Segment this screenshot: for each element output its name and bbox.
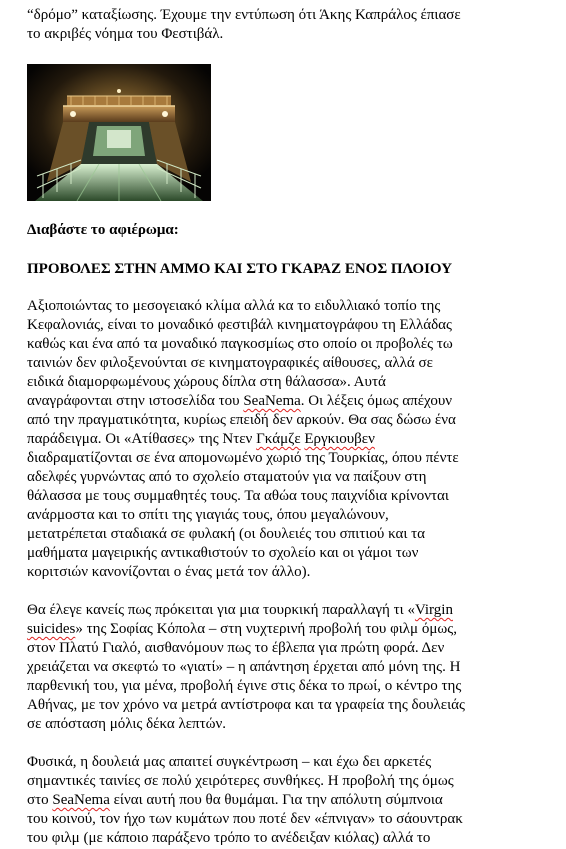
intro-paragraph (27, 6, 557, 44)
ferry-garage-photo (27, 64, 211, 201)
text-line: Αξιοποιώντας το μεσογειακό κλίμα αλλά κα το ειδυλλιακό τοπίο της (27, 298, 441, 314)
text-segment: είναι αυτή που θα θυμάμαι. Για την απόλυτη σύμπνοια (109, 792, 443, 808)
document-page (27, 0, 557, 848)
text-line (27, 601, 557, 620)
text-line: σημαντικές ταινίες σε πολύ χειρότερες συνθήκες. Η προβολή της όμως (27, 773, 454, 789)
text-line: Αθήνας, με τον χρόνο να μετρά αντίστροφα και τα γραφεία της δουλειάς (27, 697, 465, 713)
text-line: μετατρέπεται σταδιακά σε φυλακή (οι δουλειές του σπιτιού και τα (27, 526, 426, 542)
text-line: του φιλμ (με κάποιο παράξενο τρόπο το ανέδειξαν κιόλας) αλλά το (27, 830, 431, 846)
text-segment: Θα έλεγε κανείς πως πρόκειται για μια τουρκική παραλλαγή τι « (27, 602, 415, 618)
spellcheck-word: SeaNema (52, 792, 110, 808)
text-line: θάλασσα με τους συμμαθητές τους. Τα αθώα τους παιχνίδια κρίνονται (27, 488, 449, 504)
spellcheck-word: Virgin (414, 602, 453, 618)
text-line: του κοινού, τον ήχο των κυμάτων που ποτέ δεν «έπνιγαν» το σάουντρακ (27, 811, 463, 827)
body-paragraph-2 (27, 601, 557, 734)
text-line: Κεφαλονιάς, είναι το μοναδικό φεστιβάλ κινηματογράφου τη Ελλάδας (27, 317, 452, 333)
text-segment: . Οι λέξεις όμως απέχουν (300, 393, 453, 409)
text-line (27, 430, 557, 449)
text-line: Φυσικά, η δουλειά μας απαιτεί συγκέντρωση – και έχω δει αρκετές (27, 754, 432, 770)
text-line: στον Πλατύ Γιαλό, αισθανόμουν πως το έβλεπα για πρώτη φορά. Δεν (27, 640, 445, 656)
spellcheck-word: Γκάμζε (256, 431, 301, 447)
text-line: ταινιών δεν φιλοξενούνται σε κινηματογραφικές αίθουσες, αλλά σε (27, 355, 433, 371)
text-line (27, 791, 557, 810)
text-line (27, 620, 557, 639)
text-line: από την πραγματικότητα, κυρίως επειδή δεν αρκούν. Θα σας δώσω ένα (27, 412, 456, 428)
text-line: κοριτσιών κανονίζονται ο ένας μετά τον άλλο). (27, 564, 311, 580)
body-paragraph-3 (27, 753, 557, 848)
text-line: αδελφές γυρνώντας από το σχολείο σταματούν για να παίξουν στη (27, 469, 427, 485)
spellcheck-word: suicides (27, 621, 76, 637)
text-line (27, 392, 557, 411)
text-segment: » της Σοφίας Κόπολα – στη νυχτερινή προβολή του φιλμ όμως, (75, 621, 457, 637)
text-line: παρθενική του, για μένα, προβολή έγινε στις δέκα το πρωί, ο κέντρο της (27, 678, 462, 694)
text-segment: στο (27, 792, 53, 808)
intro-line: το ακριβές νόημα του Φεστιβάλ. (27, 26, 224, 42)
body-paragraph-1 (27, 297, 557, 582)
text-line: καθώς και ένα από τα μοναδικό παγκοσμίως στο οποίο οι προβολές τω (27, 336, 453, 352)
text-line: ανάρμοστα και το σπίτι της γιαγιάς τους, όπου μεγαλώνουν, (27, 507, 389, 523)
text-line: μαθήματα μαγειρικής αντικαθιστούν το σχολείο και οι γάμοι των (27, 545, 419, 561)
text-segment: αναγράφονται στην ιστοσελίδα του (27, 393, 244, 409)
spellcheck-word: SeaNema (243, 393, 301, 409)
text-line: χρειάζεται να σκεφτώ το «γιατί» – η απάντηση έρχεται από μόνη της. Η (27, 659, 461, 675)
text-segment: παράδειγμα. Οι «Ατίθασες» της Ντεν (27, 431, 257, 447)
text-line: σε απόσταση μόλις δέκα λεπτών. (27, 716, 227, 732)
text-line: ειδικά διαμορφωμένους χώρους δίπλα στη θάλασσα». Αυτά (27, 374, 386, 390)
article-headline: ΠΡΟΒΟΛΕΣ ΣΤΗΝ ΑΜΜΟ ΚΑΙ ΣΤΟ ΓΚΑΡΑΖ ΕΝΟΣ ΠΛΟΙΟΥ (27, 261, 453, 277)
intro-line: “δρόμο” καταξίωσης. Έχουμε την εντύπωση ότι Άκης Καπράλος έπιασε (27, 7, 461, 23)
spellcheck-word: Εργκιουβεν (304, 431, 375, 447)
read-more-heading: Διαβάστε το αφιέρωμα: (27, 222, 179, 238)
text-line: διαδραματίζονται σε ένα απομονωμένο χωριό της Τουρκίας, όπου πέντε (27, 450, 459, 466)
